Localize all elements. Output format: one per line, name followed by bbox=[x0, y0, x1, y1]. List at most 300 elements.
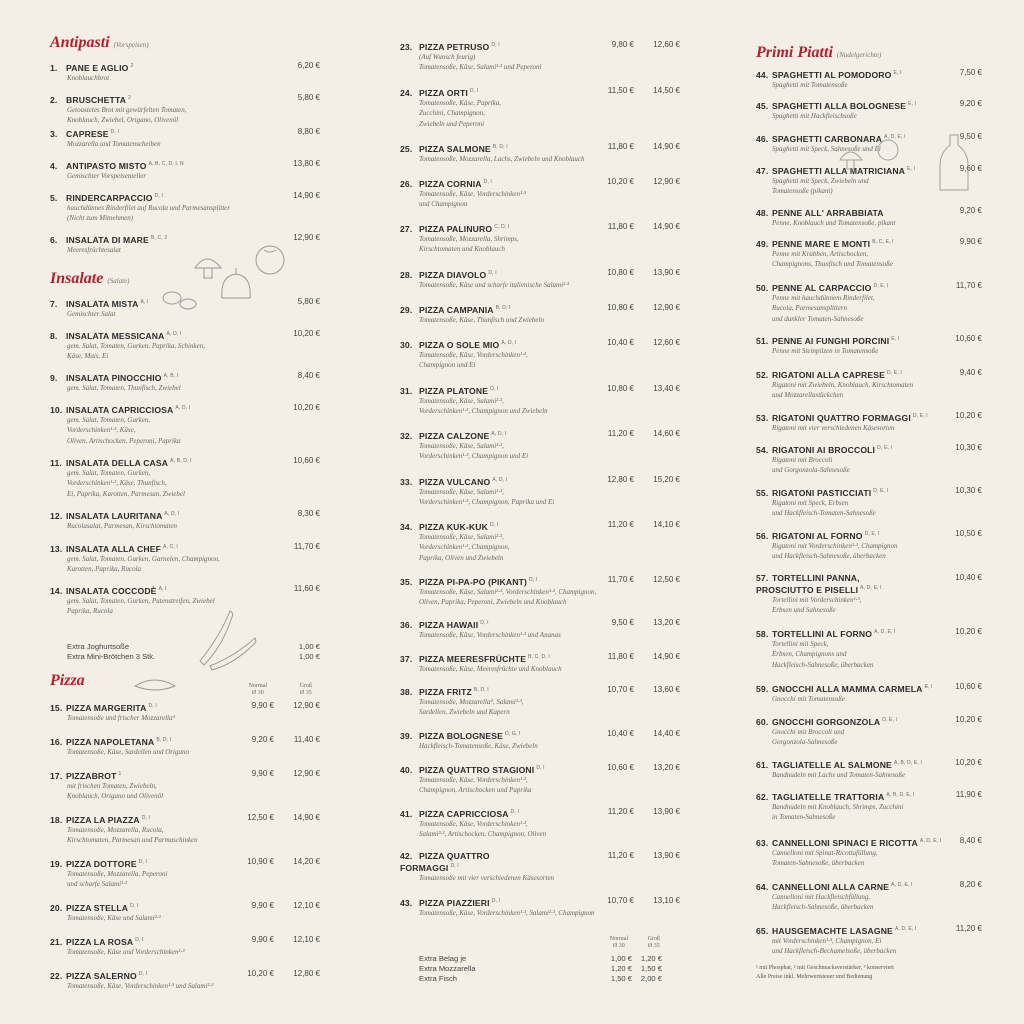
allergen-codes: D, I bbox=[450, 863, 459, 869]
item-name: INSALATA COCCODÈ bbox=[66, 585, 157, 596]
item-number: 35. bbox=[400, 576, 413, 587]
item-number: 17. bbox=[50, 770, 63, 781]
item-name: PIZZA SALERNO bbox=[66, 970, 137, 981]
menu-item bbox=[50, 371, 320, 393]
item-description: Meeresfrüchtesalat bbox=[67, 245, 121, 254]
item-number: 6. bbox=[50, 234, 58, 245]
menu-item bbox=[50, 403, 320, 446]
item-number: 65. bbox=[756, 925, 769, 936]
item-description: Knoblauchbrot bbox=[67, 73, 110, 82]
item-number: 26. bbox=[400, 178, 413, 189]
item-description: gem. Salat, Tomaten, Gurken, Vorderschinken¹·³, Käse, Oliven, Artischocken, Peperoni, Paprika bbox=[67, 415, 181, 445]
allergen-codes: B, D, I bbox=[473, 687, 489, 693]
item-number: 53. bbox=[756, 412, 769, 423]
allergen-codes: A, B, D, E, I bbox=[886, 792, 915, 798]
item-title bbox=[756, 68, 982, 80]
footnote: ¹ mit Phosphat, ² mit Geschmacksverstärker, ³ konserviert Alle Preise inkl. Mehrwertsteuer und Bedienung bbox=[756, 965, 894, 980]
item-name: PIZZA PETRUSO bbox=[419, 41, 490, 52]
item-name: RINDERCARPACCIO bbox=[66, 192, 153, 203]
item-number: 22. bbox=[50, 970, 63, 981]
price-normal: 10,90 € bbox=[247, 857, 274, 866]
price-normal: 9,50 € bbox=[611, 618, 634, 627]
price-normal: 10,80 € bbox=[607, 384, 634, 393]
item-price: 8,30 € bbox=[297, 509, 320, 518]
item-title bbox=[756, 281, 982, 293]
menu-item bbox=[50, 509, 320, 531]
menu-item bbox=[50, 901, 320, 923]
item-description: Rigatoni mit Vorderschinken¹·³, Champignon und Hackfleisch-Sahnesoße, überbacken bbox=[772, 541, 898, 561]
menu-item bbox=[400, 520, 680, 563]
item-title bbox=[50, 813, 320, 825]
item-name: BRUSCHETTA bbox=[66, 94, 127, 105]
allergen-codes: A, D, I bbox=[501, 340, 517, 346]
price-gross: 14,50 € bbox=[653, 86, 680, 95]
item-number: 46. bbox=[756, 133, 769, 144]
item-price: 10,20 € bbox=[955, 411, 982, 420]
item-number: 57. bbox=[756, 573, 769, 583]
item-number: 49. bbox=[756, 238, 769, 249]
olive-icon bbox=[163, 292, 196, 309]
item-price: 10,60 € bbox=[293, 456, 320, 465]
price-normal: 9,90 € bbox=[251, 901, 274, 910]
allergen-codes: D, I bbox=[138, 971, 148, 977]
price-gross: 13,90 € bbox=[653, 807, 680, 816]
item-name: PIZZA CAMPANIA bbox=[419, 304, 494, 315]
menu-item bbox=[50, 93, 320, 126]
item-title bbox=[50, 935, 320, 947]
item-number: 13. bbox=[50, 543, 63, 554]
item-description: gem. Salat, Tomaten, Gurken, Paprika, Schinken, Käse, Mais, Ei bbox=[67, 341, 205, 361]
item-description: Bandnudeln mit Lachs und Tomaten-Sahnesoße bbox=[772, 770, 906, 779]
item-title bbox=[50, 93, 320, 105]
allergen-codes: D, I bbox=[529, 577, 538, 583]
item-price: 10,40 € bbox=[955, 573, 982, 582]
item-name: INSALATA CAPRICCIOSA bbox=[66, 404, 174, 415]
item-description: Tomatensoße, Käse und scharfe italienische Salami²·³ bbox=[419, 280, 569, 289]
menu-item bbox=[756, 281, 982, 324]
pizza-extra-row bbox=[419, 974, 680, 984]
item-title bbox=[756, 682, 982, 694]
item-description: Tomatensoße, Mozzarella, Peperoni und scharfe Salami¹·³ bbox=[67, 869, 168, 889]
item-number: 25. bbox=[400, 143, 413, 154]
menu-item bbox=[50, 769, 320, 802]
allergen-codes: 1 bbox=[118, 771, 122, 777]
item-description: Tomatensoße, Käse und Salami²·³ bbox=[67, 913, 161, 922]
extra-label: Extra Joghurtsoße bbox=[67, 642, 130, 651]
item-price: 9,20 € bbox=[959, 206, 982, 215]
item-name: PENNE ALL' ARRABBIATA bbox=[772, 207, 884, 218]
price-gross: 13,90 € bbox=[653, 851, 680, 860]
item-number: 38. bbox=[400, 686, 413, 697]
price-gross: 12,90 € bbox=[653, 303, 680, 312]
item-number: 9. bbox=[50, 372, 58, 383]
item-name: RIGATONI QUATTRO FORMAGGI bbox=[772, 412, 911, 423]
menu-item bbox=[400, 851, 680, 883]
item-description: Penne mit Steinpilzen in Tomatensoße bbox=[772, 346, 879, 355]
allergen-codes: A, D, E, I bbox=[860, 585, 882, 591]
item-price: 7,50 € bbox=[959, 68, 982, 77]
item-title bbox=[400, 520, 680, 532]
extras-header-gross: Groß Ø 35 bbox=[647, 936, 660, 949]
item-price: 9,90 € bbox=[959, 237, 982, 246]
price-gross: 12,10 € bbox=[293, 935, 320, 944]
allergen-codes: D, E, I bbox=[873, 283, 889, 289]
section-subheading: (Nudelgerichte) bbox=[836, 51, 882, 59]
item-number: 11. bbox=[50, 457, 62, 468]
menu-item bbox=[400, 40, 680, 73]
item-price: 10,20 € bbox=[955, 715, 982, 724]
item-number: 12. bbox=[50, 510, 63, 521]
item-number: 8. bbox=[50, 330, 58, 341]
allergen-codes: A, D, E, I bbox=[919, 838, 942, 844]
price-normal: 11,20 € bbox=[607, 807, 634, 816]
item-name: INSALATA PINOCCHIO bbox=[66, 372, 162, 383]
item-title bbox=[400, 384, 680, 396]
item-title bbox=[50, 901, 320, 913]
item-title bbox=[400, 268, 680, 280]
menu-item bbox=[400, 575, 680, 608]
item-description: Rigatoni mit Zwiebeln, Knoblauch, Kirschtomaten und Mozzarellastückchen bbox=[772, 380, 914, 400]
item-title bbox=[756, 790, 982, 802]
menu-item bbox=[756, 334, 982, 356]
item-title bbox=[400, 429, 680, 441]
item-name: CANNELLONI SPINACI E RICOTTA bbox=[772, 837, 918, 848]
item-price: 13,80 € bbox=[293, 159, 320, 168]
item-price: 10,20 € bbox=[955, 758, 982, 767]
allergen-codes: A, D, E, I bbox=[874, 629, 896, 635]
item-title bbox=[756, 627, 982, 639]
section-heading: Pizza bbox=[50, 672, 85, 689]
garlic-icon bbox=[222, 268, 250, 298]
item-description: Spaghetti mit Tomatensoße bbox=[772, 80, 848, 89]
item-number: 48. bbox=[756, 207, 769, 218]
allergen-codes: A, B, C, D, I, N bbox=[148, 161, 184, 167]
price-normal: 9,20 € bbox=[251, 735, 274, 744]
item-price: 8,80 € bbox=[297, 127, 320, 136]
item-description: Getoastetes Brot mit gewürfelten Tomaten, Knoblauch, Zwiebel, Origano, Olivenöl bbox=[67, 105, 187, 125]
item-description: Tomatensoße, Käse, Vorderschinken¹·³ und Salami²·³ bbox=[67, 981, 214, 990]
price-gross: 14,20 € bbox=[293, 857, 320, 866]
item-title bbox=[756, 880, 982, 892]
item-name: ANTIPASTO MISTO bbox=[66, 160, 147, 171]
item-number: 3. bbox=[50, 128, 58, 139]
item-price: 10,20 € bbox=[955, 627, 982, 636]
item-description: Tomatensoße, Mozzarella, Rucola, Kirschtomaten, Parmesan und Parmaschinken bbox=[67, 825, 198, 845]
item-description: Spaghetti mit Hackfleischsoße bbox=[772, 111, 857, 120]
price-normal: 10,40 € bbox=[607, 338, 634, 347]
section-title-insalate bbox=[50, 270, 130, 288]
item-price: 9,50 € bbox=[959, 132, 982, 141]
item-name: PIZZA CORNIA bbox=[419, 178, 482, 189]
price-gross: 15,20 € bbox=[653, 475, 680, 484]
item-description: Rigatoni mit Broccoli und Gorgonzola-Sahnesoße bbox=[772, 455, 850, 475]
price-gross: 13,40 € bbox=[653, 384, 680, 393]
item-name: PIZZA O SOLE MIO bbox=[419, 339, 500, 350]
item-title bbox=[400, 475, 680, 487]
allergen-codes: A, B, D, E, I bbox=[893, 760, 923, 766]
item-name: PIZZA ORTI bbox=[419, 87, 468, 98]
menu-item bbox=[400, 303, 680, 325]
price-gross: 12,90 € bbox=[653, 177, 680, 186]
price-gross: 12,80 € bbox=[293, 969, 320, 978]
menu-item bbox=[50, 701, 320, 723]
menu-item bbox=[50, 813, 320, 846]
item-title bbox=[400, 575, 680, 587]
item-number: 36. bbox=[400, 619, 413, 630]
item-name: INSALATA MISTA bbox=[66, 298, 139, 309]
menu-item bbox=[756, 529, 982, 562]
item-number: 1. bbox=[50, 62, 58, 73]
item-number: 18. bbox=[50, 814, 63, 825]
price-normal: 11,80 € bbox=[607, 652, 634, 661]
price-normal: 10,40 € bbox=[607, 729, 634, 738]
menu-item bbox=[400, 384, 680, 417]
item-name: PIZZA HAWAII bbox=[419, 619, 479, 630]
item-number: 43. bbox=[400, 897, 413, 908]
price-normal: 12,50 € bbox=[247, 813, 274, 822]
allergen-codes: E, I bbox=[908, 101, 917, 107]
price-gross: 12,90 € bbox=[293, 701, 320, 710]
menu-item bbox=[50, 969, 320, 991]
price-gross: 14,90 € bbox=[293, 813, 320, 822]
item-title bbox=[50, 542, 320, 554]
item-title bbox=[50, 403, 320, 415]
item-name: PIZZA CALZONE bbox=[419, 430, 490, 441]
size-header-normal: Normal Ø 30 bbox=[248, 683, 267, 696]
item-price: 5,80 € bbox=[297, 93, 320, 102]
item-description: Penne, Knoblauch und Tomatensoße, pikant bbox=[772, 218, 896, 227]
item-name: RIGATONI AI BROCCOLI bbox=[772, 444, 876, 455]
menu-item bbox=[756, 758, 982, 780]
item-name: PIZZABROT bbox=[66, 770, 117, 781]
bread-icon bbox=[135, 680, 175, 690]
price-gross: 14,90 € bbox=[653, 142, 680, 151]
allergen-codes: A, B, I bbox=[163, 373, 179, 379]
allergen-codes: D, I bbox=[489, 522, 499, 528]
item-title bbox=[50, 371, 320, 383]
item-description: (Auf Wunsch feurig) Tomatensoße, Käse, Salami²·³ und Peperoni bbox=[419, 52, 542, 72]
allergen-codes: D, E, I bbox=[912, 413, 928, 419]
item-number: 58. bbox=[756, 628, 769, 639]
item-description: Gnocchi mit Tomatensoße bbox=[772, 694, 845, 703]
menu-item bbox=[756, 411, 982, 433]
price-normal: 9,90 € bbox=[251, 769, 274, 778]
allergen-codes: D, I bbox=[491, 898, 501, 904]
price-normal: 10,70 € bbox=[607, 685, 634, 694]
item-name: SPAGHETTI AL POMODORO bbox=[772, 69, 892, 80]
item-name: PIZZA PLATONE bbox=[419, 385, 489, 396]
item-name: PIZZA VULCANO bbox=[419, 476, 491, 487]
item-description: Tortellini mit Vorderschinken¹·³, Erbsen und Sahnesoße bbox=[772, 595, 862, 615]
allergen-codes: A, D, I bbox=[492, 477, 508, 483]
item-description: Tomatensoße, Käse, Vorderschinken¹·³ und Champignon bbox=[419, 189, 526, 209]
item-number: 5. bbox=[50, 192, 58, 203]
mushroom-icon bbox=[195, 259, 221, 278]
item-title bbox=[756, 443, 982, 455]
item-name: SPAGHETTI CARBONARA bbox=[772, 133, 883, 144]
mushroom-icon bbox=[840, 152, 862, 169]
item-price: 14,90 € bbox=[293, 191, 320, 200]
item-description: gem. Salat, Tomaten, Gurken, Garnelen, Champignon, Karotten, Paprika, Rucola bbox=[67, 554, 220, 574]
item-number: 24. bbox=[400, 87, 413, 98]
item-description: Tomatensoße, Käse, Salami²·³, Vorderschinken¹·³, Champignon, Paprika und Ei bbox=[419, 487, 555, 507]
menu-item bbox=[756, 880, 982, 913]
price-normal: 10,60 € bbox=[607, 763, 634, 772]
item-description: Tomatensoße, Käse, Vorderschinken¹·³ und Ananas bbox=[419, 630, 561, 639]
item-name: PIZZA KUK-KUK bbox=[419, 521, 488, 532]
menu-item bbox=[400, 268, 680, 290]
menu-item bbox=[50, 329, 320, 362]
extra-label: Extra Mini-Brötchen 3 Stk. bbox=[67, 652, 156, 661]
item-price: 6,20 € bbox=[297, 61, 320, 70]
item-number: 45. bbox=[756, 100, 769, 111]
menu-item bbox=[756, 368, 982, 401]
menu-item bbox=[50, 857, 320, 890]
item-name: PIZZA LA PIAZZA bbox=[66, 814, 140, 825]
item-name: SPAGHETTI ALLA BOLOGNESE bbox=[772, 100, 907, 111]
item-description: Tomatensoße, Käse, Paprika, Zucchini, Champignon, Zwiebeln und Peperoni bbox=[419, 98, 501, 128]
item-number: 15. bbox=[50, 702, 63, 713]
item-description: Tomatensoße, Käse, Vorderschinken¹·³, Champignon, Artischocken und Paprika bbox=[419, 775, 532, 795]
item-description: Rucolasalat, Parmesan, Kirschtomaten bbox=[67, 521, 178, 530]
menu-item bbox=[50, 456, 320, 499]
allergen-codes: D, E, I bbox=[864, 531, 880, 537]
item-title bbox=[756, 573, 982, 595]
price-normal: 9,90 € bbox=[251, 935, 274, 944]
item-description: Tomatensoße, Mozzarella, Shrimps, Kirschtomaten und Knoblauch bbox=[419, 234, 519, 254]
item-number: 47. bbox=[756, 165, 769, 176]
item-title bbox=[400, 303, 680, 315]
item-description: Tomatensoße, Käse, Vorderschinken¹·³, Champignon und Ei bbox=[419, 350, 528, 370]
price-normal: 11,70 € bbox=[607, 575, 634, 584]
item-number: 23. bbox=[400, 41, 413, 52]
price-gross: 13,20 € bbox=[653, 763, 680, 772]
item-number: 16. bbox=[50, 736, 63, 747]
item-title bbox=[50, 456, 320, 468]
price-normal: 10,80 € bbox=[607, 303, 634, 312]
item-title bbox=[400, 729, 680, 741]
item-name: TAGLIATELLE TRATTORIA bbox=[772, 791, 885, 802]
menu-item bbox=[400, 729, 680, 751]
item-name: PIZZA PALINURO bbox=[419, 223, 493, 234]
item-description: Penne mit Krabben, Artischocken, Champignons, Thunfisch und Tomatensoße bbox=[772, 249, 893, 269]
item-description: Gemischter Salat bbox=[67, 309, 116, 318]
allergen-codes: D, I bbox=[536, 765, 545, 771]
item-title bbox=[400, 40, 680, 52]
item-price: 11,60 € bbox=[293, 584, 320, 593]
item-title bbox=[756, 758, 982, 770]
item-title bbox=[50, 857, 320, 869]
item-name: INSALATA DELLA CASA bbox=[66, 457, 169, 468]
price-normal: 11,20 € bbox=[607, 429, 634, 438]
item-number: 34. bbox=[400, 521, 413, 532]
item-name: INSALATA MESSICANA bbox=[66, 330, 165, 341]
price-gross: 13,60 € bbox=[653, 685, 680, 694]
allergen-codes: D, I bbox=[148, 703, 157, 709]
item-name: TORTELLINI PANNA, PROSCIUTTO E PISELLI bbox=[756, 573, 860, 595]
item-number: 40. bbox=[400, 764, 413, 775]
item-title bbox=[756, 486, 982, 498]
item-description: Tomatensoße, Käse, Salami²·³, Vorderschinken¹·³, Champignon, Oliven, Paprika, Peperoni, Zwiebeln und Knoblauch bbox=[419, 587, 597, 607]
menu-item bbox=[400, 86, 680, 129]
item-name: PIZZA PI-PA-PO (PIKANT) bbox=[419, 576, 528, 587]
item-description: gem. Salat, Tomaten, Gurken, Vorderschinken¹·³, Käse, Thunfisch, Ei, Paprika, Karotten, Parmesan, Zwiebel bbox=[67, 468, 185, 498]
section-subheading: (Vorspeisen) bbox=[113, 41, 149, 49]
item-number: 27. bbox=[400, 223, 413, 234]
item-name: PIZZA SALMONE bbox=[419, 143, 491, 154]
item-name: INSALATA ALLA CHEF bbox=[66, 543, 161, 554]
item-price: 8,40 € bbox=[959, 836, 982, 845]
price-normal: 11,80 € bbox=[607, 142, 634, 151]
item-description: gem. Salat, Tomaten, Gurken, Putenstreifen, Zwiebel Paprika, Rucola bbox=[67, 596, 215, 616]
vegetable-sketch bbox=[160, 240, 290, 320]
allergen-codes: D, I bbox=[480, 620, 489, 626]
allergen-codes: D, I bbox=[138, 859, 148, 865]
item-description: Bandnudeln mit Knoblauch, Shrimps, Zucchini in Tomaten-Sahnesoße bbox=[772, 802, 904, 822]
item-name: PANE E AGLIO bbox=[66, 62, 129, 73]
tomato-icon bbox=[256, 246, 284, 274]
menu-item bbox=[756, 237, 982, 270]
item-title bbox=[400, 652, 680, 664]
allergen-codes: D, G, I bbox=[505, 731, 521, 737]
price-gross: 13,90 € bbox=[653, 268, 680, 277]
item-title bbox=[400, 851, 680, 873]
allergen-codes: B, C, D, I bbox=[528, 654, 550, 660]
allergen-codes: A, I bbox=[140, 299, 149, 305]
allergen-codes: B, D, I bbox=[495, 305, 511, 311]
menu-item bbox=[756, 836, 982, 869]
item-name: PIZZA QUATTRO STAGIONI bbox=[419, 764, 535, 775]
item-number: 31. bbox=[400, 385, 413, 396]
item-description: Mozzarella und Tomatenscheiben bbox=[67, 139, 161, 148]
allergen-codes: A, D, I bbox=[166, 331, 182, 337]
price-normal: 11,80 € bbox=[607, 222, 634, 231]
item-number: 52. bbox=[756, 369, 769, 380]
menu-item bbox=[756, 443, 982, 476]
item-title bbox=[400, 222, 680, 234]
item-price: 11,90 € bbox=[955, 790, 982, 799]
menu-item bbox=[400, 896, 680, 918]
item-number: 42. bbox=[400, 851, 413, 861]
price-gross: 12,60 € bbox=[653, 40, 680, 49]
extra-price: 1,00 € bbox=[298, 642, 320, 651]
price-normal: 10,20 € bbox=[247, 969, 274, 978]
item-name: PIZZA CAPRICCIOSA bbox=[419, 808, 509, 819]
allergen-codes: A, I bbox=[158, 586, 167, 592]
section-heading: Primi Piatti bbox=[756, 44, 833, 61]
item-number: 14. bbox=[50, 585, 63, 596]
pasta-sketch bbox=[830, 130, 990, 200]
item-title bbox=[756, 334, 982, 346]
item-title bbox=[756, 715, 982, 727]
item-number: 63. bbox=[756, 837, 769, 848]
item-title bbox=[50, 191, 320, 203]
item-price: 9,20 € bbox=[959, 99, 982, 108]
item-name: PIZZA DOTTORE bbox=[66, 858, 137, 869]
item-name: GNOCCHI GORGONZOLA bbox=[772, 716, 881, 727]
pepper-sketch bbox=[130, 606, 260, 696]
item-description: Tomatensoße, Käse, Sardellen und Origano bbox=[67, 747, 189, 756]
item-name: CAPRESE bbox=[66, 128, 109, 139]
allergen-codes: D, I bbox=[491, 42, 500, 48]
item-number: 29. bbox=[400, 304, 413, 315]
item-name: PIZZA FRITZ bbox=[419, 686, 472, 697]
price-normal: 11,20 € bbox=[607, 851, 634, 860]
item-name: PENNE AI FUNGHI PORCINI bbox=[772, 335, 890, 346]
allergen-codes: D, I bbox=[469, 88, 479, 94]
extra-price-normal: 1,50 € bbox=[610, 974, 632, 983]
item-title bbox=[50, 769, 320, 781]
